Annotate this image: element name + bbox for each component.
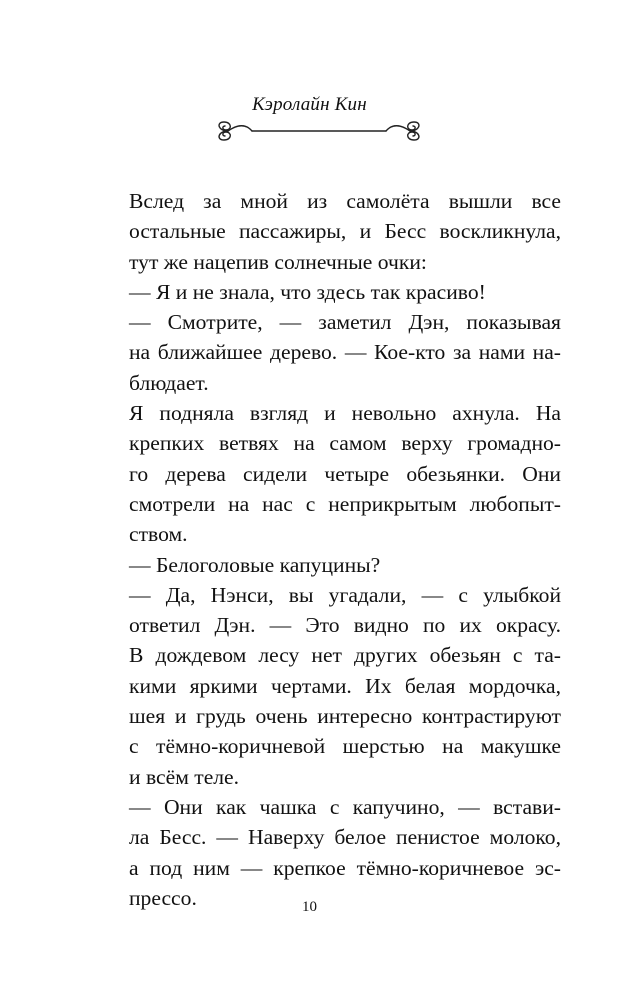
text-line: смотрели на нас с неприкрытым любопыт- — [129, 491, 561, 516]
text-line: ответил Дэн. — Это видно по их окрасу. — [129, 613, 561, 638]
page-number: 10 — [302, 899, 317, 915]
text-line: ством. — [129, 522, 188, 547]
text-line: крепких ветвях на самом верху громадно- — [129, 431, 561, 456]
text-line: ла Бесс. — Наверху белое пенистое молоко, — [129, 825, 561, 850]
text-line: на ближайшее дерево. — Кое-кто за нами на- — [129, 340, 561, 365]
decorative-scroll-ornament-icon — [212, 118, 426, 144]
running-header-author: Кэролайн Кин — [252, 94, 367, 115]
text-line: остальные пассажиры, и Бесс воскликнула, — [129, 219, 561, 244]
text-line: — Я и не знала, что здесь так красиво! — [129, 279, 486, 304]
text-line: с тёмно-коричневой шерстью на макушке — [129, 734, 561, 759]
text-line: — Они как чашка с капучино, — встави- — [129, 794, 561, 819]
text-line: тут же нацепив солнечные очки: — [129, 249, 427, 274]
text-line: го дерева сидели четыре обезьянки. Они — [129, 461, 561, 486]
text-line: Я подняла взгляд и невольно ахнула. На — [129, 401, 561, 426]
text-line: прессо. — [129, 885, 197, 910]
text-line: — Да, Нэнси, вы угадали, — с улыбкой — [129, 582, 561, 607]
text-line: и всём теле. — [129, 764, 240, 789]
text-line: Вслед за мной из самолёта вышли все — [129, 189, 561, 213]
text-line: а под ним — крепкое тёмно-коричневое эс- — [129, 855, 561, 880]
text-line: В дождевом лесу нет других обезьян с та- — [129, 643, 561, 668]
text-line: шея и грудь очень интересно контрастируют — [129, 704, 561, 729]
text-line: кими яркими чертами. Их белая мордочка, — [129, 673, 561, 698]
body-text — [129, 186, 561, 913]
text-line: — Белоголовые капуцины? — [129, 552, 381, 577]
text-line: блюдает. — [129, 370, 209, 395]
text-line: — Смотрите, — заметил Дэн, показывая — [129, 310, 561, 335]
